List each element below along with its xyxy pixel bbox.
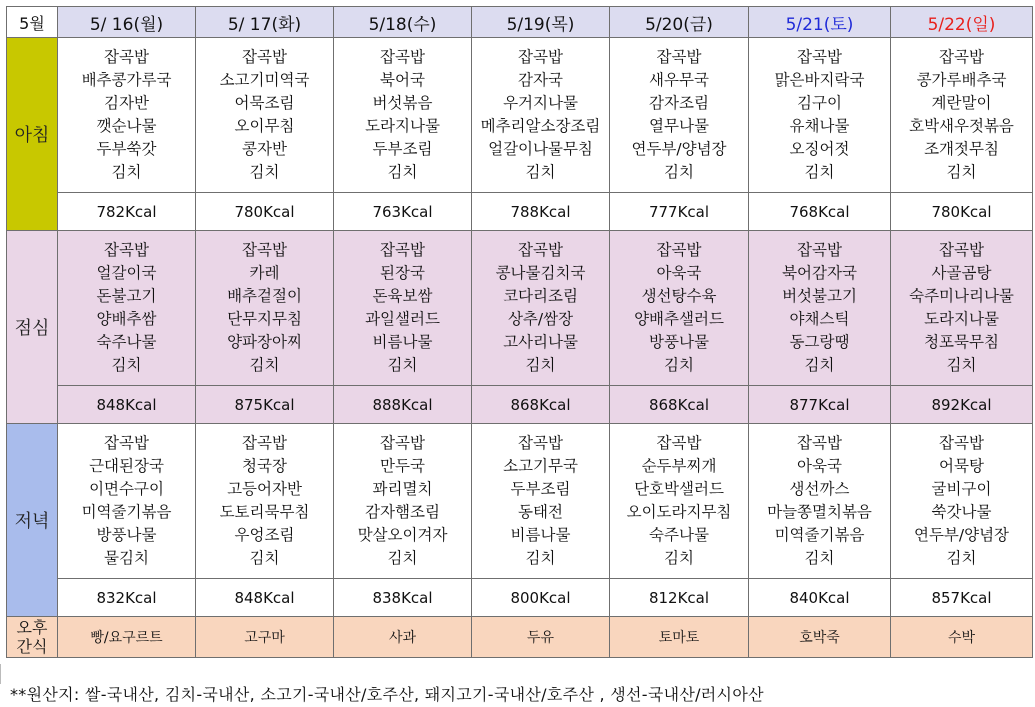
menu-item: 생선탕수육 bbox=[641, 287, 717, 305]
dinner-kcal-cell: 848Kcal bbox=[196, 579, 334, 617]
menu-item: 아욱국 bbox=[656, 264, 702, 282]
breakfast-kcal-cell: 780Kcal bbox=[891, 193, 1033, 231]
menu-item: 청포묵무침 bbox=[924, 333, 999, 351]
menu-item: 얼갈이국 bbox=[96, 264, 157, 282]
menu-item: 숙주나물 bbox=[96, 333, 157, 351]
menu-item: 고등어자반 bbox=[227, 480, 302, 498]
breakfast-kcal-cell: 788Kcal bbox=[472, 193, 610, 231]
breakfast-kcal-cell: 777Kcal bbox=[610, 193, 749, 231]
snack-cell: 토마토 bbox=[610, 617, 749, 658]
menu-item: 김구이 bbox=[797, 94, 842, 112]
day-header-thu: 5/19(목) bbox=[472, 7, 610, 38]
menu-item: 야채스틱 bbox=[789, 310, 850, 328]
menu-item: 김치 bbox=[249, 549, 280, 567]
menu-item: 잡곡밥 bbox=[518, 241, 563, 259]
dinner-menu-cell bbox=[749, 424, 891, 579]
menu-item: 오징어젓 bbox=[789, 140, 850, 158]
dinner-kcal-row bbox=[7, 579, 1033, 617]
day-header-wed: 5/18(수) bbox=[334, 7, 472, 38]
menu-item: 두부조림 bbox=[510, 480, 571, 498]
menu-item: 잡곡밥 bbox=[242, 434, 287, 452]
lunch-menu-cell bbox=[196, 231, 334, 386]
lunch-kcal-cell: 877Kcal bbox=[749, 386, 891, 424]
menu-item: 김치 bbox=[664, 356, 694, 374]
lunch-kcal-cell: 848Kcal bbox=[58, 386, 196, 424]
menu-item: 근대된장국 bbox=[89, 457, 164, 475]
menu-item: 북어국 bbox=[380, 71, 425, 89]
menu-item: 깻순나물 bbox=[96, 117, 157, 135]
menu-item: 단무지무침 bbox=[227, 310, 302, 328]
snack-cell: 호박죽 bbox=[749, 617, 891, 658]
menu-item: 상추/쌈장 bbox=[507, 310, 574, 328]
menu-item: 잡곡밥 bbox=[518, 434, 563, 452]
menu-item: 쑥갓나물 bbox=[931, 503, 992, 521]
menu-item: 김치 bbox=[387, 549, 418, 567]
menu-item: 잡곡밥 bbox=[656, 241, 702, 259]
menu-item: 방풍나물 bbox=[649, 333, 709, 351]
menu-item: 잡곡밥 bbox=[104, 241, 149, 259]
menu-item: 잡곡밥 bbox=[939, 48, 984, 66]
menu-item: 어묵조림 bbox=[234, 94, 295, 112]
lunch-menu-cell bbox=[334, 231, 472, 386]
menu-item: 도토리묵무침 bbox=[219, 503, 310, 521]
menu-item: 비름나물 bbox=[510, 526, 571, 544]
breakfast-kcal-cell: 768Kcal bbox=[749, 193, 891, 231]
menu-item: 잡곡밥 bbox=[380, 434, 425, 452]
menu-item: 잡곡밥 bbox=[380, 241, 425, 259]
menu-item: 연두부/양념장 bbox=[913, 526, 1010, 544]
header-row bbox=[7, 7, 1033, 38]
menu-item: 소고기무국 bbox=[503, 457, 578, 475]
menu-item: 김치 bbox=[664, 163, 694, 181]
snack-row bbox=[7, 617, 1033, 658]
menu-item: 두부조림 bbox=[372, 140, 433, 158]
menu-item: 열무나물 bbox=[649, 117, 709, 135]
menu-item: 고사리나물 bbox=[503, 333, 578, 351]
breakfast-label: 아침 bbox=[7, 38, 58, 231]
menu-item: 김치 bbox=[946, 356, 977, 374]
menu-item: 김치 bbox=[525, 549, 556, 567]
menu-item: 콩나물김치국 bbox=[495, 264, 586, 282]
dinner-menu-cell bbox=[610, 424, 749, 579]
menu-item: 우거지나물 bbox=[503, 94, 578, 112]
menu-item: 굴비구이 bbox=[931, 480, 992, 498]
lunch-label: 점심 bbox=[7, 231, 58, 424]
menu-item: 오이무침 bbox=[234, 117, 295, 135]
dinner-kcal-cell: 840Kcal bbox=[749, 579, 891, 617]
lunch-menu-cell bbox=[891, 231, 1033, 386]
menu-item: 방풍나물 bbox=[96, 526, 157, 544]
dinner-label: 저녁 bbox=[7, 424, 58, 617]
menu-item: 콩자반 bbox=[242, 140, 287, 158]
menu-item: 동그랑땡 bbox=[789, 333, 850, 351]
menu-item: 조개젓무침 bbox=[924, 140, 999, 158]
menu-item: 비름나물 bbox=[372, 333, 433, 351]
menu-item: 감자조림 bbox=[649, 94, 709, 112]
dinner-kcal-cell: 838Kcal bbox=[334, 579, 472, 617]
menu-item: 잡곡밥 bbox=[104, 434, 149, 452]
month-label: 5월 bbox=[7, 7, 58, 38]
dinner-items-row bbox=[7, 424, 1033, 579]
lunch-menu-cell bbox=[58, 231, 196, 386]
weekly-menu-table bbox=[6, 6, 1033, 658]
menu-item: 도라지나물 bbox=[365, 117, 440, 135]
day-header-mon: 5/ 16(월) bbox=[58, 7, 196, 38]
menu-item: 코다리조림 bbox=[503, 287, 578, 305]
menu-item: 양배추쌈 bbox=[96, 310, 157, 328]
day-header-tue: 5/ 17(화) bbox=[196, 7, 334, 38]
menu-item: 두부쑥갓 bbox=[96, 140, 157, 158]
day-header-sun: 5/22(일) bbox=[891, 7, 1033, 38]
snack-label bbox=[7, 617, 58, 658]
menu-item: 연두부/양념장 bbox=[631, 140, 727, 158]
lunch-kcal-cell: 868Kcal bbox=[472, 386, 610, 424]
menu-item: 돈불고기 bbox=[96, 287, 157, 305]
margin-marker bbox=[0, 664, 4, 684]
snack-cell: 사과 bbox=[334, 617, 472, 658]
menu-item: 아욱국 bbox=[797, 457, 842, 475]
lunch-kcal-cell: 888Kcal bbox=[334, 386, 472, 424]
breakfast-menu-cell bbox=[749, 38, 891, 193]
menu-item: 된장국 bbox=[380, 264, 425, 282]
lunch-menu-cell bbox=[472, 231, 610, 386]
menu-item: 배추콩가루국 bbox=[81, 71, 172, 89]
menu-item: 사골곰탕 bbox=[931, 264, 992, 282]
menu-item: 물김치 bbox=[104, 549, 149, 567]
breakfast-kcal-cell: 782Kcal bbox=[58, 193, 196, 231]
dinner-menu-cell bbox=[196, 424, 334, 579]
origin-footnote: **원산지: 쌀-국내산, 김치-국내산, 소고기-국내산/호주산, 돼지고기-국내산/호주산 , 생선-국내산/러시아산 bbox=[10, 685, 764, 704]
menu-item: 숙주나물 bbox=[649, 526, 709, 544]
menu-item: 김치 bbox=[249, 163, 280, 181]
lunch-kcal-cell: 892Kcal bbox=[891, 386, 1033, 424]
menu-item: 카레 bbox=[249, 264, 280, 282]
menu-item: 소고기미역국 bbox=[219, 71, 310, 89]
breakfast-menu-cell bbox=[58, 38, 196, 193]
day-header-fri: 5/20(금) bbox=[610, 7, 749, 38]
menu-item: 이면수구이 bbox=[89, 480, 164, 498]
menu-item: 숙주미나리나물 bbox=[909, 287, 1014, 305]
menu-item: 김치 bbox=[249, 356, 280, 374]
menu-item: 얼갈이나물무침 bbox=[488, 140, 593, 158]
dinner-kcal-cell: 832Kcal bbox=[58, 579, 196, 617]
menu-item: 김치 bbox=[387, 356, 418, 374]
menu-item: 김치 bbox=[946, 163, 977, 181]
menu-item: 생선까스 bbox=[789, 480, 850, 498]
snack-label-line2: 간식 bbox=[16, 637, 48, 656]
menu-item: 김치 bbox=[387, 163, 418, 181]
menu-item: 김치 bbox=[804, 549, 835, 567]
day-header-sat: 5/21(토) bbox=[749, 7, 891, 38]
breakfast-menu-cell bbox=[610, 38, 749, 193]
menu-item: 배추겉절이 bbox=[227, 287, 302, 305]
menu-item: 잡곡밥 bbox=[656, 48, 702, 66]
snack-cell: 고구마 bbox=[196, 617, 334, 658]
menu-item: 김치 bbox=[946, 549, 977, 567]
menu-item: 양배추샐러드 bbox=[634, 310, 724, 328]
menu-item: 미역줄기볶음 bbox=[81, 503, 172, 521]
menu-item: 양파장아찌 bbox=[227, 333, 302, 351]
menu-item: 버섯불고기 bbox=[782, 287, 857, 305]
menu-item: 맛살오이겨자 bbox=[357, 526, 448, 544]
dinner-menu-cell bbox=[891, 424, 1033, 579]
menu-item: 감자햄조림 bbox=[365, 503, 440, 521]
dinner-kcal-cell: 857Kcal bbox=[891, 579, 1033, 617]
menu-item: 어묵탕 bbox=[939, 457, 984, 475]
menu-item: 잡곡밥 bbox=[656, 434, 702, 452]
menu-item: 잡곡밥 bbox=[104, 48, 149, 66]
snack-label-line1: 오후 bbox=[16, 618, 48, 637]
menu-item: 잡곡밥 bbox=[518, 48, 563, 66]
menu-item: 도라지나물 bbox=[924, 310, 999, 328]
lunch-items-row bbox=[7, 231, 1033, 386]
breakfast-kcal-cell: 780Kcal bbox=[196, 193, 334, 231]
menu-item: 콩가루배추국 bbox=[916, 71, 1007, 89]
menu-item: 잡곡밥 bbox=[380, 48, 425, 66]
snack-cell: 빵/요구르트 bbox=[58, 617, 196, 658]
snack-cell: 수박 bbox=[891, 617, 1033, 658]
menu-item: 잡곡밥 bbox=[797, 48, 842, 66]
dinner-menu-cell bbox=[58, 424, 196, 579]
lunch-kcal-row bbox=[7, 386, 1033, 424]
breakfast-menu-cell bbox=[196, 38, 334, 193]
menu-item: 김치 bbox=[525, 356, 556, 374]
menu-item: 김치 bbox=[111, 163, 142, 181]
breakfast-items-row bbox=[7, 38, 1033, 193]
breakfast-menu-cell bbox=[891, 38, 1033, 193]
menu-item: 돈육보쌈 bbox=[372, 287, 433, 305]
menu-item: 김치 bbox=[804, 163, 835, 181]
menu-item: 계란말이 bbox=[931, 94, 992, 112]
breakfast-menu-cell bbox=[334, 38, 472, 193]
menu-item: 김치 bbox=[525, 163, 556, 181]
menu-item: 잡곡밥 bbox=[242, 241, 287, 259]
menu-item: 미역줄기볶음 bbox=[774, 526, 865, 544]
menu-item: 맑은바지락국 bbox=[774, 71, 865, 89]
menu-item: 오이도라지무침 bbox=[626, 503, 732, 521]
menu-item: 감자국 bbox=[518, 71, 563, 89]
menu-item: 호박새우젓볶음 bbox=[909, 117, 1014, 135]
menu-item: 꽈리멸치 bbox=[372, 480, 433, 498]
menu-item: 김치 bbox=[111, 356, 142, 374]
menu-item: 과일샐러드 bbox=[365, 310, 440, 328]
menu-item: 잡곡밥 bbox=[939, 434, 984, 452]
dinner-kcal-cell: 800Kcal bbox=[472, 579, 610, 617]
lunch-kcal-cell: 875Kcal bbox=[196, 386, 334, 424]
menu-item: 버섯볶음 bbox=[372, 94, 433, 112]
menu-item: 마늘쫑멸치볶음 bbox=[767, 503, 872, 521]
snack-cell: 두유 bbox=[472, 617, 610, 658]
menu-item: 김자반 bbox=[104, 94, 149, 112]
menu-item: 만두국 bbox=[380, 457, 425, 475]
menu-item: 새우무국 bbox=[649, 71, 709, 89]
menu-item: 단호박샐러드 bbox=[634, 480, 724, 498]
breakfast-kcal-row bbox=[7, 193, 1033, 231]
menu-item: 유채나물 bbox=[789, 117, 850, 135]
dinner-menu-cell bbox=[472, 424, 610, 579]
menu-item: 잡곡밥 bbox=[939, 241, 984, 259]
lunch-kcal-cell: 868Kcal bbox=[610, 386, 749, 424]
breakfast-kcal-cell: 763Kcal bbox=[334, 193, 472, 231]
menu-item: 우엉조림 bbox=[234, 526, 295, 544]
menu-item: 잡곡밥 bbox=[242, 48, 287, 66]
menu-item: 북어감자국 bbox=[782, 264, 857, 282]
dinner-menu-cell bbox=[334, 424, 472, 579]
menu-item: 동태전 bbox=[518, 503, 563, 521]
menu-item: 메추리알소장조림 bbox=[480, 117, 601, 135]
menu-item: 잡곡밥 bbox=[797, 434, 842, 452]
menu-item: 김치 bbox=[804, 356, 835, 374]
breakfast-menu-cell bbox=[472, 38, 610, 193]
menu-item: 순두부찌개 bbox=[641, 457, 717, 475]
menu-item: 청국장 bbox=[242, 457, 287, 475]
dinner-kcal-cell: 812Kcal bbox=[610, 579, 749, 617]
menu-item: 김치 bbox=[664, 549, 694, 567]
lunch-menu-cell bbox=[610, 231, 749, 386]
menu-item: 잡곡밥 bbox=[797, 241, 842, 259]
lunch-menu-cell bbox=[749, 231, 891, 386]
